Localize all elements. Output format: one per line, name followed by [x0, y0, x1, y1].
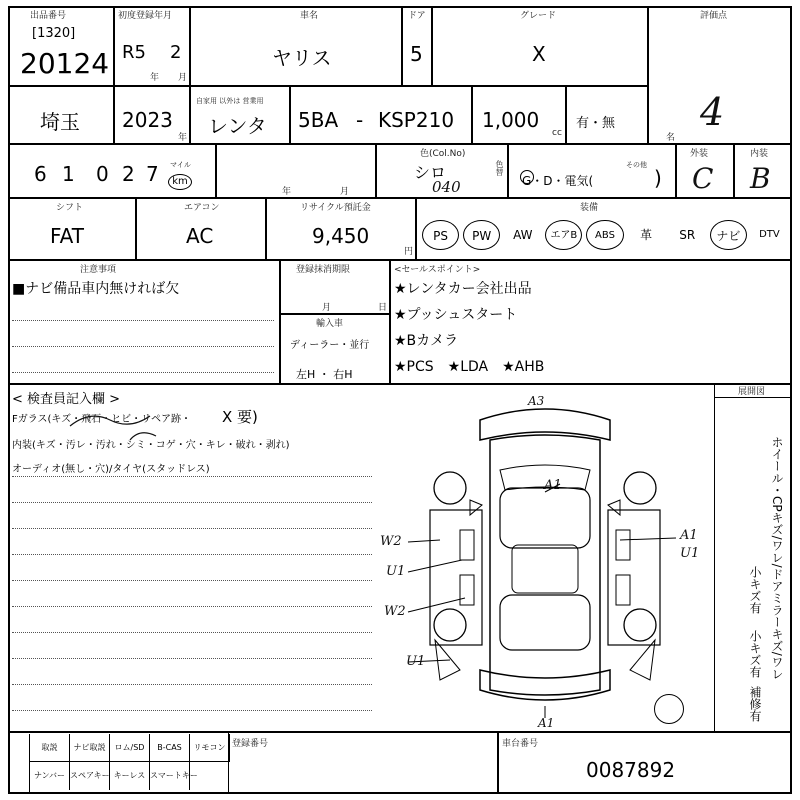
bottom-item-bottom-1: ナンバー — [30, 762, 70, 790]
cc-unit: cc — [552, 128, 562, 138]
mileage-unit: km — [168, 174, 192, 190]
inspector-line — [12, 710, 372, 711]
equipment-row — [420, 218, 790, 254]
recycle-label: リサイクル預託金 — [300, 203, 371, 213]
equipment-6: 革 — [640, 228, 653, 242]
damage-u1-right: U1 — [680, 546, 700, 561]
spare-tire — [654, 694, 684, 724]
exterior-grade: C — [692, 162, 714, 195]
damage-a3-top: A3 — [528, 394, 545, 408]
mileage-digit-3: 0 — [96, 162, 109, 186]
doors-label: ドア — [408, 11, 426, 21]
recycle: 9,450 — [312, 224, 370, 248]
usage-sub: 自家用 以外は 営業用 — [196, 97, 264, 105]
damage-u1-left2: U1 — [406, 654, 426, 669]
interior-label: 内装 — [750, 149, 769, 159]
shift: FAT — [50, 224, 85, 248]
fuel-other: その他 — [626, 161, 647, 169]
fuel-g-mark — [520, 170, 534, 184]
name-suffix: 名 — [666, 133, 676, 143]
aircon: AC — [186, 224, 214, 248]
year-suffix: 年 — [150, 73, 160, 83]
car-name: ヤリス — [272, 46, 332, 70]
chassis-label: 車台番号 — [502, 739, 539, 749]
equipment-7: SR — [679, 228, 696, 242]
bottom-margin — [8, 734, 30, 792]
sales-point-1: ★レンタカー会社出品 — [394, 281, 532, 297]
glass-mark: X 要) — [222, 408, 258, 426]
region: 埼玉 — [40, 110, 80, 134]
sales-label: <セールスポイント> — [394, 265, 481, 275]
fuel-cell — [508, 144, 676, 198]
bottom-item-top-2: ナビ取説 — [70, 734, 110, 762]
glass-line: Fガラス(キズ・飛石・ヒビ・リペア跡・ — [12, 414, 191, 425]
bottom-item-top-1: 取説 — [30, 734, 70, 762]
handwritten-scribble — [60, 406, 200, 456]
sales-point-2: ★プッシュスタート — [394, 307, 518, 323]
interior-grade: B — [750, 162, 771, 195]
inspector-line — [12, 606, 372, 607]
inspector-line — [12, 528, 372, 529]
inspector-line — [12, 502, 372, 503]
inspector-line — [12, 632, 372, 633]
damage-u1-left: U1 — [386, 564, 406, 579]
equipment-label: 装備 — [580, 203, 599, 213]
side-text-4: 補修有 — [748, 686, 762, 722]
notes-line — [12, 346, 274, 347]
model-prefix: 5BA — [298, 108, 339, 132]
reg-month: 月 — [322, 303, 332, 313]
inspector-label: < 検査員記入欄 > — [12, 392, 121, 407]
damage-a1-right: A1 — [680, 528, 698, 543]
interior-line: 内装(キズ・汚レ・汚れ・シミ・コゲ・穴・キレ・破れ・剥れ) — [12, 440, 290, 451]
inspection-cell — [216, 144, 376, 198]
damage-label: 展開図 — [738, 387, 766, 397]
damage-w2-left: W2 — [380, 534, 402, 549]
reg-day: 日 — [378, 303, 388, 313]
usage: レンタ — [208, 114, 267, 138]
mileage-digit-1: 6 — [34, 162, 47, 186]
damage-a1-roof: A1 — [544, 478, 562, 493]
equipment-4: エアB — [545, 220, 582, 250]
notes-line — [12, 320, 274, 321]
color: シロ — [414, 163, 447, 182]
year-label: 初度登録年月 — [118, 11, 173, 21]
damage-w2-left2: W2 — [384, 604, 406, 619]
lot-label: 出品番号 — [30, 11, 67, 21]
score-label: 評価点 — [700, 11, 728, 21]
model-year: 2023 — [122, 108, 173, 132]
sales-point-3: ★Bカメラ — [394, 333, 459, 349]
sales-point-4: ★PCS ★LDA ★AHB — [394, 359, 545, 375]
side-text-2: 小キズ有 — [748, 566, 762, 614]
bottom-item-bottom-3: キーレス — [110, 762, 150, 790]
bottom-item-bottom-4: スマートキー — [150, 762, 190, 790]
equipment-8: ナビ — [710, 220, 747, 250]
inspector-line — [12, 658, 372, 659]
car-diagram — [420, 400, 670, 730]
bottom-item-top-3: ロム/SD — [110, 734, 150, 762]
mileage-digit-4: 2 — [122, 162, 135, 186]
equipment-1: PS — [422, 220, 459, 250]
recycle-unit: 円 — [404, 247, 414, 257]
import-label: 輸入車 — [316, 319, 344, 329]
audio-line: オーディオ(無し・穴)/タイヤ(スタッドレス) — [12, 464, 210, 475]
notes-line — [12, 372, 274, 373]
color-label: 色(Col.No) — [420, 149, 466, 159]
notes-label: 注意事項 — [80, 265, 117, 275]
cc: 1,000 — [482, 108, 540, 132]
bottom-items — [8, 734, 228, 792]
doors: 5 — [410, 42, 423, 66]
lot-number: 20124 — [20, 47, 110, 80]
mileage-unit-top: マイル — [170, 161, 191, 169]
steering: 左H ・ 右H — [296, 368, 353, 381]
inspection-month: 月 — [340, 187, 350, 197]
bottom-item-top-4: B-CAS — [150, 734, 190, 762]
side-text-3: 小キズ有 — [748, 630, 762, 678]
fuel-close: ) — [654, 166, 662, 190]
model-dash: - — [356, 108, 364, 132]
era: R5 — [122, 42, 146, 63]
score-value: 4 — [700, 90, 725, 134]
lot-code: [1320] — [32, 26, 76, 41]
reg-label: 登録番号 — [232, 739, 269, 749]
inspector-line — [12, 580, 372, 581]
color-mark: 色替 — [495, 160, 504, 176]
inspector-line — [12, 554, 372, 555]
shift-label: シフト — [56, 203, 84, 213]
exterior-label: 外装 — [690, 149, 709, 159]
inspection-year: 年 — [282, 187, 292, 197]
bottom-item-top-5: リモコン — [190, 734, 230, 762]
damage-label-box — [714, 384, 792, 398]
mileage-digit-5: 7 — [146, 162, 159, 186]
grade-label: グレード — [520, 11, 557, 21]
inspector-line — [12, 476, 372, 477]
color-no: 040 — [432, 178, 461, 196]
bottom-item-bottom-2: スペアキー — [70, 762, 110, 790]
reg-number-cell — [228, 732, 498, 794]
fuel: G・D・電気( — [522, 174, 594, 188]
equipment-5: ABS — [586, 220, 623, 250]
month: 2 — [170, 42, 182, 63]
model-year-suffix: 年 — [178, 133, 188, 143]
model-code: KSP210 — [378, 108, 455, 132]
month-suffix: 月 — [178, 73, 188, 83]
note-1: ■ナビ備品車内無ければ欠 — [12, 281, 180, 297]
regdate-label: 登録抹消期限 — [296, 265, 351, 275]
equipment-3: AW — [513, 228, 533, 242]
mileage-digit-2: 1 — [62, 162, 75, 186]
grade: X — [532, 42, 546, 66]
dealer: ディーラー・並行 — [290, 340, 370, 351]
side-text-1: ホイール・CPキズ/ワレ/ドアミラーキズ/ワレ — [770, 436, 784, 680]
turbo: 有・無 — [576, 116, 616, 131]
damage-a1-bottom: A1 — [538, 716, 555, 730]
equipment-2: PW — [463, 220, 500, 250]
inspector-line — [12, 684, 372, 685]
chassis-number: 0087892 — [586, 758, 676, 782]
equipment-9: DTV — [759, 229, 780, 240]
aircon-label: エアコン — [184, 203, 220, 213]
carname-label: 車名 — [300, 11, 319, 21]
